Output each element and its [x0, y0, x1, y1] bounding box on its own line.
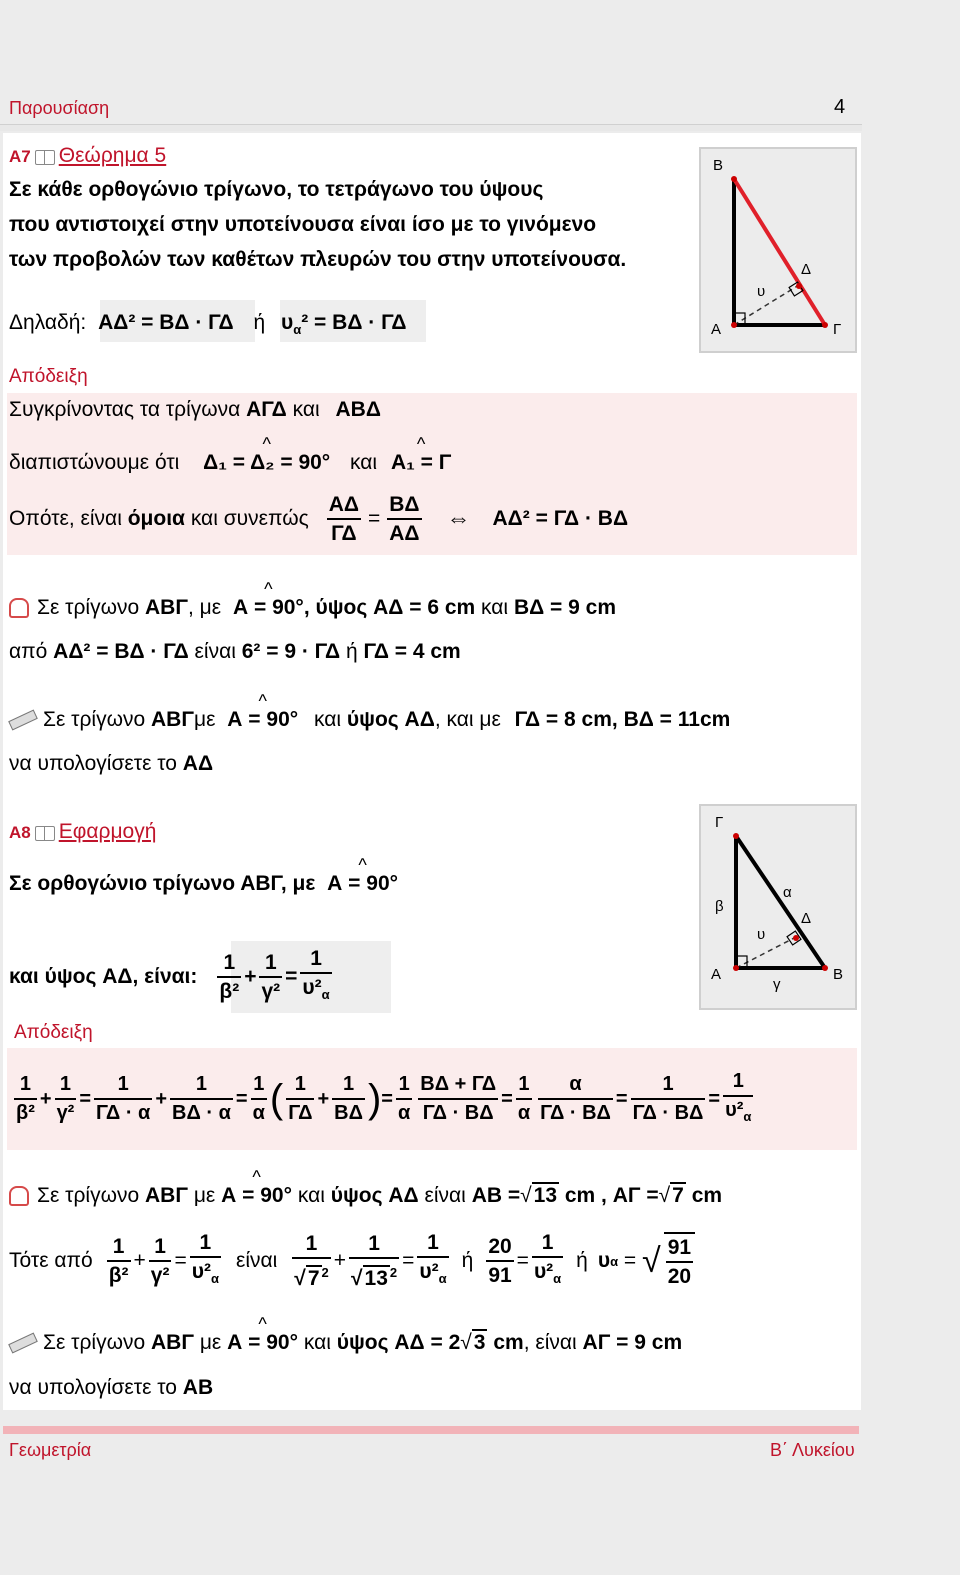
pf-13 [723, 1068, 753, 1130]
d: ΓΔ · ΒΔ [422, 1102, 494, 1124]
pencil-icon [8, 1333, 38, 1354]
ex2-l1n: cm [691, 1184, 723, 1207]
ex2-l1k: cm , [564, 1184, 607, 1207]
proof3-a: Οπότε, είναι [9, 507, 122, 530]
namely-line [9, 311, 407, 337]
a7-title-link[interactable]: Θεώρημα 5 [58, 144, 167, 167]
ex1-l2f: ΓΔ = 4 cm [363, 640, 461, 663]
ua-sub: α [610, 1253, 619, 1269]
a8-l1b: ΑΒΓ [240, 872, 281, 895]
ex2-l1f: ύψος [330, 1184, 383, 1207]
bell-icon [9, 1186, 29, 1206]
ex1-l1a: Σε τρίγωνο [37, 596, 140, 619]
u2: υ² [302, 976, 322, 1000]
task1-l2a: να υπολογίσετε το [9, 752, 177, 775]
task1-line-2 [9, 752, 213, 776]
d: α [517, 1102, 531, 1124]
ex2-l2c: ή [461, 1249, 474, 1272]
n: ΒΔ + ΓΔ [418, 1071, 498, 1100]
or-text: ή [253, 311, 266, 334]
ex1-l1h: ΒΔ = 9 cm [513, 596, 617, 619]
fig1-label-u: υ [757, 283, 766, 300]
ex2-l1l: ΑΓ = [612, 1184, 659, 1207]
pf-12 [631, 1071, 706, 1127]
e2-f5 [349, 1230, 399, 1292]
d: α [252, 1102, 265, 1124]
formula1: ΑΔ² = ΒΔ · ΓΔ [98, 311, 234, 334]
d: γ² [56, 1102, 75, 1124]
ex2-l1h: είναι [424, 1184, 466, 1207]
d: ΓΔ · ΒΔ [540, 1102, 611, 1124]
task1-l1f: ύψος [346, 708, 399, 731]
n: 1 [417, 1229, 448, 1258]
u-sub: α [438, 1271, 447, 1287]
task1-l1d: ^ Α = 90° [227, 708, 298, 732]
a7-code: Α7 [9, 147, 31, 166]
ex1-l1c: , με [187, 596, 222, 619]
page-number: 4 [834, 96, 846, 118]
ex1-l1e: , ύψος [303, 596, 368, 619]
proof2-d: ^ Α₁ = Γ [391, 451, 451, 475]
ex2-l1b: ΑΒΓ [145, 1184, 188, 1207]
d: ΒΔ · α [172, 1102, 231, 1124]
proof-line-3: Οπότε, είναι όμοια και συνεπώς $\frac{A\Delta}{\Gamma\Delta}$ = $\frac{B\Delta}{A\Delta}$ ⇔ ΑΔ² = ΓΔ · ΒΔ [9, 493, 629, 545]
d: √13 $^2$ [351, 1265, 398, 1290]
n: 1 [170, 1071, 233, 1100]
u2: υ² [419, 1260, 439, 1284]
sqrt13: 13 [364, 1267, 388, 1290]
frac2-den: ΑΔ [389, 522, 420, 545]
fig2-label-A: Α [711, 966, 722, 983]
task1-l1g: ΑΔ [404, 708, 435, 731]
proof3-b: όμοια [127, 507, 185, 530]
pf-9 [418, 1071, 498, 1127]
e2-f6 [417, 1229, 448, 1292]
num-one: 1 [217, 949, 241, 978]
n: 1 [94, 1071, 152, 1100]
u2: υ² [533, 1260, 554, 1284]
task1-l1b: ΑΒΓ [151, 708, 194, 731]
n: 1 [292, 1230, 330, 1259]
a7-statement-1: Σε κάθε ορθογώνιο τρίγωνο, το τετράγωνο του ύψους [9, 178, 544, 201]
formula2-sub: α [293, 322, 302, 338]
ex2-l1i: ΑΒ = [471, 1184, 521, 1207]
pf-10 [516, 1071, 532, 1127]
d: α [397, 1102, 411, 1124]
proof1-d: ΑΒΔ [335, 398, 381, 421]
d: ΒΔ [334, 1102, 363, 1124]
n: 1 [723, 1068, 753, 1097]
proof2-b: ^ Δ₁ = Δ₂ = 90° [203, 451, 330, 475]
task1-l1e: και [314, 708, 342, 731]
similarity-frac-1 [327, 491, 361, 547]
proof-line-1 [9, 398, 381, 422]
task1-l1c: με [193, 708, 216, 731]
u-sub: α [743, 1109, 752, 1124]
n: α [538, 1071, 613, 1100]
u-sub: α [553, 1271, 562, 1287]
u-sub: α [321, 987, 330, 1003]
e2-f1 [107, 1233, 131, 1289]
a7-statement-2: που αντιστοιχεί στην υποτείνουσα είναι ίσο με το γινόμενο [9, 213, 597, 236]
a8-frac-beta [217, 949, 241, 1005]
proof2-c: και [350, 451, 378, 474]
task2-l1b: ΑΒΓ [151, 1331, 194, 1354]
e2-f2 [149, 1233, 172, 1289]
task1-line-1 [9, 708, 730, 732]
e2-f8 [532, 1229, 563, 1292]
task1-l1a: Σε τρίγωνο [43, 708, 146, 731]
n: 91 [666, 1234, 693, 1263]
ex1-l2a: από [9, 640, 48, 663]
proof2-a: διαπιστώνουμε ότι [9, 451, 180, 474]
task2-l1d: ^ Α = 90° [227, 1331, 298, 1355]
a8-proof-label: Απόδειξη [14, 1022, 93, 1043]
d: β² [16, 1102, 35, 1124]
ex2-l1d: ^ Α = 90° [221, 1184, 292, 1208]
namely-label: Δηλαδή: [9, 311, 87, 334]
d [190, 1258, 221, 1292]
task2-l1g: ΑΔ = 2 [394, 1331, 461, 1354]
pf-3 [94, 1071, 152, 1127]
similarity-result: ΑΔ² = ΓΔ · ΒΔ [492, 507, 629, 530]
fig2-label-beta: β [715, 898, 724, 915]
den-gamma2: γ² [261, 980, 281, 1003]
ex2-line-2: Τότε από $\frac{1}{\text{β²}}$ + $\frac{1}{\text{γ²}}$ = $\frac{1}{\upsilon^2_\alpha}$ είναι $\frac{1}{√7 ^2}$ + $\frac{1}{√13 ^2}$ = $\frac{1}{\upsilon^2_\alpha}$ ή $\frac{20}{91}$ = $\frac{1}{\upsilon^2_\alpha}$ ή υ α = √ $\frac{91}{20}$ [9, 1226, 698, 1296]
fig1-label-B: Β [713, 157, 724, 174]
task2-l2b: ΑΒ [182, 1376, 214, 1399]
fig2-label-B: Β [833, 966, 844, 983]
d [723, 1097, 753, 1130]
a8-proof-chain: $\frac{1}{\text{β²}}$ + $\frac{1}{\text{γ²}}$ = $\frac{1}{\Gamma\Delta \cdot \alpha}$ + $\frac{1}{B\Delta \cdot \alpha}$ = $\frac{1}{\alpha}$ ( $\frac{1}{\Gamma\Delta}$ + $\frac{1}{B\Delta}$ ) = $\frac{1}{\alpha}$ $\frac{B\Delta + \Gamma\Delta}{\Gamma\Delta \cdot B\Delta}$ = $\frac{1}{\alpha}$ $\frac{\alpha}{\Gamma\Delta \cdot B\Delta}$ = $\frac{1}{\Gamma\Delta \cdot B\Delta}$ = $\frac{1}{\upsilon^2_\alpha}$ [11, 1066, 756, 1132]
task2-line-2 [9, 1376, 213, 1400]
task2-l1i: cm [493, 1331, 524, 1354]
u2: υ² [191, 1260, 211, 1284]
task2-l1e: και [303, 1331, 331, 1354]
pf-5 [251, 1071, 267, 1127]
similarity-frac-2 [387, 491, 421, 547]
task2-l2a: να υπολογίσετε το [9, 1376, 177, 1399]
fig2-label-D: Δ [801, 910, 812, 927]
a8-l1c: , με [280, 872, 316, 895]
ex1-l1d: ^ Α = 90° [233, 596, 304, 620]
fig1-label-D: Δ [801, 261, 812, 278]
task1-l1j: , ΒΔ = 11cm [611, 708, 731, 731]
pf-8 [396, 1071, 412, 1127]
a7-proof-label: Απόδειξη [9, 366, 88, 387]
n: 1 [251, 1071, 267, 1100]
fig2-label-G: Γ [715, 814, 724, 831]
den-beta2: β² [219, 980, 240, 1003]
a8-l2a: και ύψος [9, 965, 97, 988]
bell-icon [9, 598, 29, 618]
ex2-l1a: Σε τρίγωνο [37, 1184, 140, 1207]
formula2-rhs: ² = ΒΔ · ΓΔ [301, 311, 407, 334]
d [417, 1258, 448, 1292]
header-section: Παρουσίαση [9, 98, 110, 118]
task1-l1h: , και με [434, 708, 501, 731]
num-one: 1 [300, 945, 331, 974]
ex2-l1j: 13 [533, 1184, 558, 1207]
ex1-line-2 [9, 640, 461, 664]
a8-l2b: ΑΔ [102, 965, 133, 988]
a7-statement-3: των προβολών των καθέτων πλευρών του στην υποτείνουσα. [9, 248, 627, 271]
triangle-1-diagram [701, 149, 855, 351]
task2-line-1: Σε τρίγωνο ΑΒΓ με ^ Α = 90° και ύψος ΑΔ = 2√3 cm, είναι ΑΓ = 9 cm [9, 1331, 682, 1355]
d: √7 $^2$ [294, 1265, 329, 1290]
e2-f3 [190, 1229, 221, 1292]
e2-f7 [486, 1233, 513, 1289]
task1-l2b: ΑΔ [182, 752, 214, 775]
footer-right: Β΄ Λυκείου [770, 1440, 855, 1460]
task2-l1h: 3 [473, 1331, 486, 1354]
pf-7 [332, 1071, 365, 1127]
header-divider [0, 124, 862, 131]
n: 1 [55, 1071, 77, 1100]
n: 1 [516, 1071, 532, 1100]
ex2-l2a: Τότε από [9, 1249, 93, 1272]
a8-code: Α8 [9, 823, 31, 842]
n: 1 [286, 1071, 314, 1100]
frac2-num: ΒΔ [387, 491, 421, 520]
e2-f4 [292, 1230, 330, 1292]
proof1-a: Συγκρίνοντας τα τρίγωνα [9, 398, 241, 421]
d: 20 [667, 1265, 692, 1288]
book-icon [35, 150, 55, 165]
d [532, 1258, 563, 1292]
frac1-den: ΓΔ [331, 522, 357, 545]
proof-line-2 [9, 451, 451, 475]
task2-l1k: ΑΓ = 9 cm [582, 1331, 683, 1354]
ex2-l1m: 7 [672, 1184, 684, 1207]
proof3-c: και συνεπώς [190, 507, 309, 530]
n: 20 [486, 1233, 513, 1262]
e2-f9 [664, 1232, 695, 1290]
fig1-label-G: Γ [833, 321, 842, 338]
iff-symbol: ⇔ [446, 505, 471, 532]
a8-frac-u [300, 945, 331, 1008]
d: ΓΔ [288, 1102, 313, 1124]
a8-line-2: και ύψος ΑΔ , είναι: $\frac{1}{\text{β²}}$ + $\frac{1}{\text{γ²}}$ = $\frac{1}{\upsilon^2_\alpha}$ [9, 944, 335, 1010]
n: 1 [532, 1229, 563, 1258]
task1-l1i: ΓΔ = 8 cm [514, 708, 612, 731]
u2: υ² [725, 1099, 744, 1121]
task2-l1f: ύψος [336, 1331, 389, 1354]
d: β² [108, 1264, 129, 1287]
ex2-line-1: Σε τρίγωνο ΑΒΓ με ^ Α = 90° και ύψος ΑΔ είναι ΑΒ =√13 cm , ΑΓ =√7 cm [9, 1184, 722, 1208]
ex2-l1g: ΑΔ [388, 1184, 419, 1207]
ex2-l2b: είναι [235, 1249, 278, 1272]
ex1-l2d: 6² = 9 · ΓΔ [241, 640, 341, 663]
formula2-lhs: υ [281, 311, 294, 334]
proof1-c: και [292, 398, 320, 421]
n: 1 [149, 1233, 172, 1262]
figure-right-triangle-1 [699, 147, 857, 353]
task2-l1c: με [199, 1331, 222, 1354]
n: 1 [349, 1230, 399, 1259]
n: 1 [631, 1071, 706, 1100]
figure-right-triangle-2 [699, 804, 857, 1010]
n: 1 [396, 1071, 412, 1100]
pf-6 [286, 1071, 314, 1127]
a8-l2c: , είναι: [132, 965, 198, 988]
proof1-b: ΑΓΔ [246, 398, 287, 421]
u-sub: α [210, 1271, 219, 1287]
a8-l1d: ^ Α = 90° [327, 872, 398, 896]
den-u2 [300, 974, 331, 1008]
ex1-l1b: ΑΒΓ [145, 596, 188, 619]
num-one: 1 [259, 949, 282, 978]
a8-line-1 [9, 872, 398, 896]
n: 1 [14, 1071, 37, 1100]
d: ΓΔ · α [96, 1102, 151, 1124]
pf-2 [55, 1071, 77, 1127]
sqrt7: 7 [307, 1267, 320, 1290]
pf-1 [14, 1071, 37, 1127]
ex1-l2c: είναι [194, 640, 236, 663]
d: γ² [150, 1264, 170, 1287]
ex1-l1g: και [481, 596, 509, 619]
ex1-l2e: ή [345, 640, 358, 663]
ex2-l1c: με [193, 1184, 216, 1207]
n: 1 [332, 1071, 365, 1100]
pencil-icon [8, 710, 38, 731]
d: ΓΔ · ΒΔ [632, 1102, 704, 1124]
ex1-line-1 [9, 596, 616, 620]
fig2-label-u: υ [757, 926, 766, 943]
ex1-l1f: ΑΔ = 6 cm [373, 596, 476, 619]
footer-left: Γεωμετρία [9, 1440, 92, 1460]
pf-4 [170, 1071, 233, 1127]
a8-heading [9, 820, 156, 844]
a8-l1a: Σε ορθογώνιο τρίγωνο [9, 872, 236, 895]
ua: υ [597, 1249, 611, 1272]
a8-title-link[interactable]: Εφαρμογή [58, 820, 157, 843]
a7-heading [9, 144, 166, 168]
pf-11 [538, 1071, 613, 1127]
ex2-l1e: και [297, 1184, 325, 1207]
ex2-l2c-2: ή [576, 1249, 588, 1272]
ex1-l2b: ΑΔ² = ΒΔ · ΓΔ [53, 640, 189, 663]
task2-l1j: , είναι [523, 1331, 577, 1354]
fig2-label-gamma: γ [773, 976, 781, 993]
book-icon [35, 826, 55, 841]
a8-frac-gamma [259, 949, 282, 1005]
frac1-num: ΑΔ [327, 491, 361, 520]
d: 91 [488, 1264, 512, 1287]
footer-divider [3, 1426, 859, 1434]
task2-l1a: Σε τρίγωνο [43, 1331, 146, 1354]
fig1-label-A: Α [711, 321, 722, 338]
n: 1 [190, 1229, 221, 1258]
n: 1 [107, 1233, 131, 1262]
fig2-label-alpha: α [783, 884, 792, 901]
